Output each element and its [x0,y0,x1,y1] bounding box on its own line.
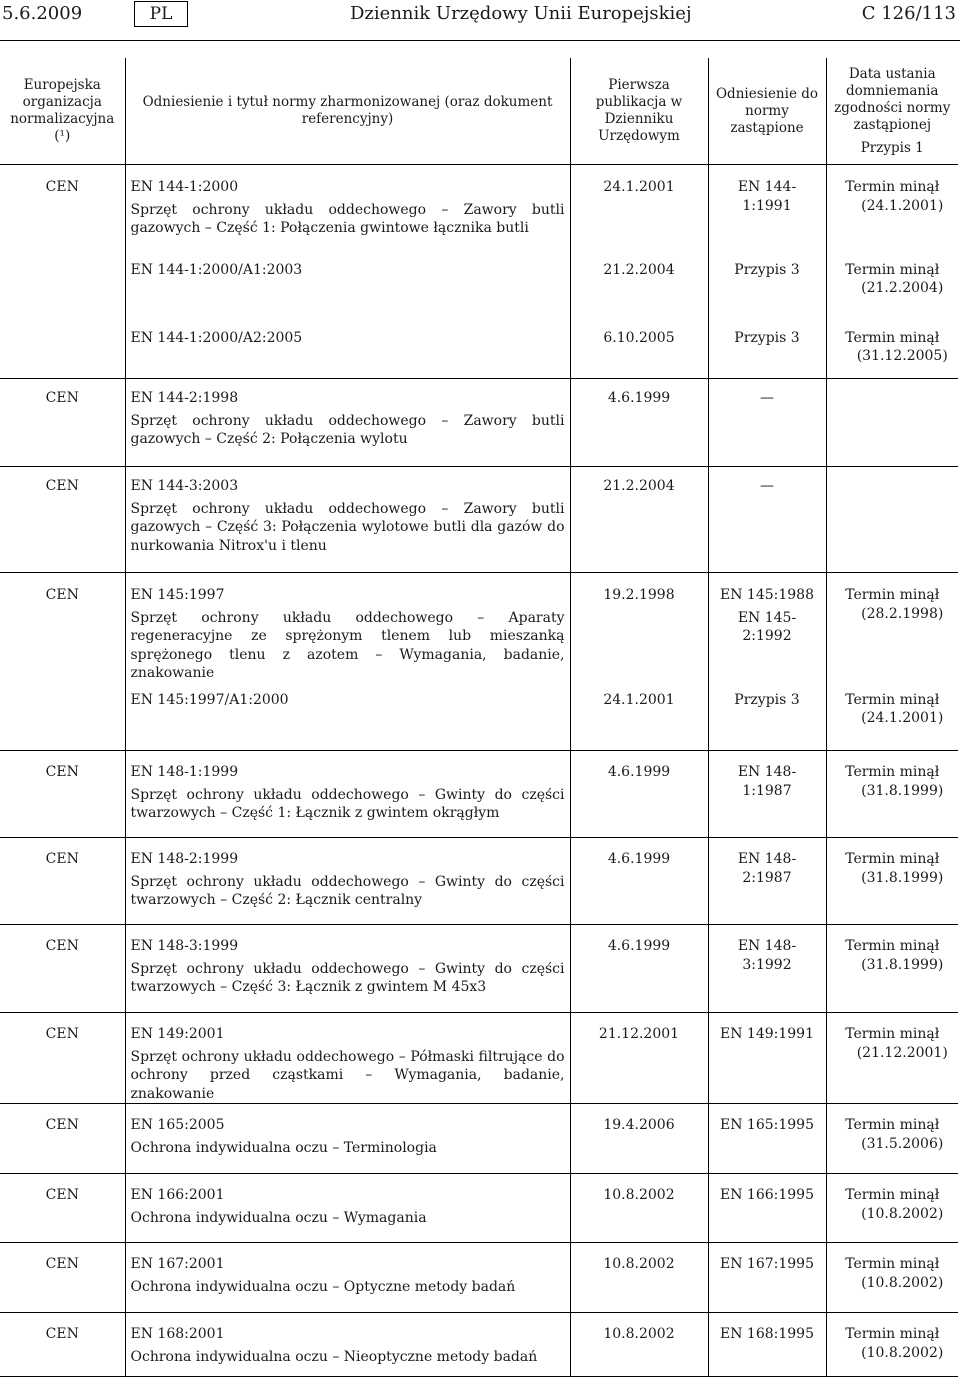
reference-cell [125,925,570,1013]
org-cell [0,1013,125,1104]
reference-cell [125,1313,570,1377]
superseded-standard: EN 148-2:1987 [737,851,797,886]
reference-cell [125,251,570,321]
org-cell [0,751,125,838]
standard-code: EN 168:2001 [130,1326,225,1342]
cessation-date: (21.12.2001) [856,1044,948,1061]
superseded-standard: — [760,478,774,494]
column-header-cessation-date: Data ustania domniemania zgodności normy zastąpionej Przypis 1 [826,58,958,165]
standard-title: Sprzęt ochrony układu oddechowego – Gwinty do części twarzowych – Część 2: Łącznik centralny [130,873,565,908]
superseded-standard: Przypis 3 [734,691,800,708]
org-cell [0,321,125,379]
superseded-standard: Przypis 3 [734,329,800,346]
superseded-cell [708,573,826,683]
org-name: CEN [45,938,79,954]
table-row [0,1243,958,1313]
org-cell [0,925,125,1013]
standard-title: Sprzęt ochrony układu oddechowego – Zawory butli gazowych – Część 2: Połączenia wylotu [130,412,565,447]
superseded-standard: EN 165:1995 [720,1117,814,1133]
org-name: CEN [45,851,79,867]
first-publication-date: 21.2.2004 [603,261,675,278]
standard-code: EN 149:2001 [130,1026,225,1042]
superseded-standard: EN 148-1:1987 [737,764,797,799]
cessation-cell [826,1174,958,1243]
standard-title: Sprzęt ochrony układu oddechowego – Zawory butli gazowych – Część 3: Połączenia wylotowe butli dla gazów do nurkowania Nitrox'u i tlenu [130,500,565,554]
first-publication-date: 10.8.2002 [603,1326,675,1342]
cessation-status: Termin minął [845,1326,940,1342]
cessation-cell [826,467,958,573]
cessation-status: Termin minął [845,261,940,278]
standard-title: Ochrona indywidualna oczu – Nieoptyczne metody badań [130,1348,538,1365]
first-publication-cell [570,321,708,379]
first-publication-cell [570,751,708,838]
cessation-cell [826,683,958,751]
org-cell [0,1174,125,1243]
first-publication-date: 19.2.1998 [603,587,675,603]
superseded-cell [708,379,826,467]
table-row [0,1104,958,1174]
cessation-cell [826,251,958,321]
superseded-standard: EN 149:1991 [720,1026,814,1042]
standard-title: Sprzęt ochrony układu oddechowego – Aparaty regeneracyjne ze sprężonym tlenem lub mieszanką sprężonego tlenu z azotem – Wymagania, badanie, znakowanie [130,609,565,681]
first-publication-date: 4.6.1999 [607,764,671,780]
standard-code: EN 145:1997 [130,587,225,603]
superseded-standard: EN 144-1:1991 [737,179,797,214]
cessation-cell [826,321,958,379]
first-publication-cell [570,379,708,467]
first-publication-cell [570,251,708,321]
first-publication-cell [570,683,708,751]
reference-cell [125,379,570,467]
language-badge: PL [134,1,188,27]
page-number: C 126/113 [861,3,956,24]
superseded-standard: EN 167:1995 [720,1256,814,1272]
standard-title: Sprzęt ochrony układu oddechowego – Zawory butli gazowych – Część 1: Połączenia gwintowe łącznika butli [130,201,565,236]
first-publication-date: 4.6.1999 [607,851,671,867]
cessation-date: (24.1.2001) [861,197,944,214]
org-name: CEN [45,478,79,494]
cessation-date: (31.8.1999) [861,956,944,973]
cessation-date: (28.2.1998) [861,605,944,622]
cessation-status: Termin minął [845,1117,940,1133]
org-cell [0,379,125,467]
org-cell [0,1104,125,1174]
standard-code: EN 165:2005 [130,1117,225,1133]
first-publication-date: 4.6.1999 [607,938,671,954]
cessation-status: Termin minął [845,587,940,603]
org-cell [0,838,125,925]
standard-code: EN 166:2001 [130,1187,225,1203]
first-publication-date: 24.1.2001 [603,691,675,708]
cessation-status: Termin minął [845,329,940,346]
reference-cell [125,467,570,573]
cessation-status: Termin minął [845,1256,940,1272]
reference-cell [125,1174,570,1243]
standard-code: EN 144-1:2000 [130,179,239,195]
org-name: CEN [45,1256,79,1272]
superseded-standard: EN 166:1995 [720,1187,814,1203]
org-name: CEN [45,764,79,780]
table-row [0,683,958,751]
standard-title: Ochrona indywidualna oczu – Optyczne metody badań [130,1278,516,1295]
superseded-cell [708,1313,826,1377]
reference-cell [125,1104,570,1174]
standard-code: EN 145:1997/A1:2000 [130,691,289,708]
cessation-cell [826,751,958,838]
table-row [0,165,958,251]
cessation-status: Termin minął [845,179,940,195]
org-cell [0,467,125,573]
cessation-status: Termin minął [845,764,940,780]
superseded-standard: EN 145-2:1992 [737,609,797,644]
superseded-cell [708,683,826,751]
first-publication-date: 4.6.1999 [607,390,671,406]
superseded-cell [708,467,826,573]
publication-date: 5.6.2009 [2,3,83,24]
cessation-date: (24.1.2001) [861,710,944,726]
standard-code: EN 148-1:1999 [130,764,239,780]
org-name: CEN [45,390,79,406]
cessation-cell [826,1104,958,1174]
first-publication-cell [570,925,708,1013]
org-cell [0,573,125,683]
superseded-cell [708,165,826,251]
harmonized-standards-table [0,58,958,1377]
reference-cell [125,573,570,683]
org-name: CEN [45,587,79,603]
cessation-date: (31.5.2006) [861,1135,944,1152]
org-name: CEN [45,1326,79,1342]
cessation-cell [826,925,958,1013]
org-cell [0,1313,125,1377]
standard-title: Ochrona indywidualna oczu – Wymagania [130,1209,427,1226]
column-header-org: Europejska organizacja normalizacyjna (¹) [0,58,125,165]
superseded-standard: EN 148-3:1992 [737,938,797,973]
first-publication-cell [570,1243,708,1313]
standard-code: EN 167:2001 [130,1256,225,1272]
standard-code: EN 144-1:2000/A1:2003 [130,261,303,278]
standard-title: Sprzęt ochrony układu oddechowego – Gwinty do części twarzowych – Część 3: Łącznik z gwintem M 45x3 [130,960,565,995]
org-name: CEN [45,1026,79,1042]
first-publication-cell [570,1104,708,1174]
column-header-superseded: Odniesienie do normy zastąpione [708,58,826,165]
cessation-date: (31.12.2005) [856,348,948,364]
first-publication-cell [570,165,708,251]
column-header-first-publication: Pierwsza publikacja w Dzienniku Urzędowym [570,58,708,165]
cessation-status: Termin minął [845,1026,940,1042]
reference-cell [125,1013,570,1104]
cessation-cell [826,379,958,467]
journal-title: Dziennik Urzędowy Unii Europejskiej [350,3,692,24]
reference-cell [125,1243,570,1313]
table-row [0,321,958,379]
first-publication-date: 19.4.2006 [603,1117,675,1133]
cessation-date: (10.8.2002) [861,1274,944,1291]
cessation-date: (10.8.2002) [861,1344,944,1361]
table-row [0,1013,958,1104]
standard-code: EN 144-3:2003 [130,478,239,494]
first-publication-cell [570,1013,708,1104]
table-row [0,925,958,1013]
reference-cell [125,165,570,251]
superseded-standard: EN 168:1995 [720,1326,814,1342]
reference-cell [125,751,570,838]
cessation-status: Termin minął [845,691,940,708]
superseded-standard: — [760,390,774,406]
standard-code: EN 148-3:1999 [130,938,239,954]
cessation-status: Termin minął [845,1187,940,1203]
first-publication-date: 10.8.2002 [603,1256,675,1272]
page-header [0,0,960,41]
first-publication-date: 6.10.2005 [603,329,675,346]
first-publication-cell [570,1313,708,1377]
standard-code: EN 144-1:2000/A2:2005 [130,329,303,346]
superseded-cell [708,925,826,1013]
cessation-cell [826,838,958,925]
standard-title: Ochrona indywidualna oczu – Terminologia [130,1139,437,1156]
column-header-reference: Odniesienie i tytuł normy zharmonizowanej (oraz dokument referencyjny) [125,58,570,165]
superseded-cell [708,1243,826,1313]
table-row [0,467,958,573]
reference-cell [125,838,570,925]
first-publication-date: 21.12.2001 [598,1026,680,1042]
cessation-cell [826,1313,958,1377]
table-header-row [0,58,958,165]
cessation-cell [826,573,958,683]
cessation-cell [826,1013,958,1104]
cessation-date: (31.8.1999) [861,782,944,799]
superseded-cell [708,1174,826,1243]
first-publication-date: 24.1.2001 [603,179,675,195]
column-note-ref: Przypis 1 [860,139,924,156]
superseded-standard: Przypis 3 [734,261,800,278]
org-cell [0,165,125,251]
first-publication-date: 10.8.2002 [603,1187,675,1203]
org-cell [0,251,125,321]
first-publication-cell [570,1174,708,1243]
cessation-date: (10.8.2002) [861,1205,944,1222]
cessation-date: (31.8.1999) [861,869,944,886]
standard-code: EN 144-2:1998 [130,390,239,406]
first-publication-cell [570,467,708,573]
org-name: CEN [45,1187,79,1203]
table-row [0,838,958,925]
first-publication-cell [570,573,708,683]
reference-cell [125,321,570,379]
org-cell [0,1243,125,1313]
superseded-cell [708,838,826,925]
table-row [0,573,958,683]
org-name: CEN [45,1117,79,1133]
cessation-status: Termin minął [845,938,940,954]
table-row [0,1174,958,1243]
superseded-cell [708,1104,826,1174]
superseded-standard: EN 145:1988 [720,587,814,603]
table-row [0,251,958,321]
superseded-cell [708,751,826,838]
first-publication-cell [570,838,708,925]
cessation-date: (21.2.2004) [861,280,944,296]
standard-code: EN 148-2:1999 [130,851,239,867]
reference-cell [125,683,570,751]
table-row [0,751,958,838]
cessation-status: Termin minął [845,851,940,867]
standard-title: Sprzęt ochrony układu oddechowego – Półmaski filtrujące do ochrony przed cząstkami – Wymagania, badanie, znakowanie [130,1048,565,1102]
first-publication-date: 21.2.2004 [603,478,675,494]
superseded-cell [708,1013,826,1104]
superseded-cell [708,251,826,321]
org-name: CEN [45,179,79,195]
table-row [0,379,958,467]
cessation-cell [826,165,958,251]
cessation-cell [826,1243,958,1313]
standard-title: Sprzęt ochrony układu oddechowego – Gwinty do części twarzowych – Część 1: Łącznik z gwintem okrągłym [130,786,565,821]
org-cell [0,683,125,751]
superseded-cell [708,321,826,379]
table-row [0,1313,958,1377]
